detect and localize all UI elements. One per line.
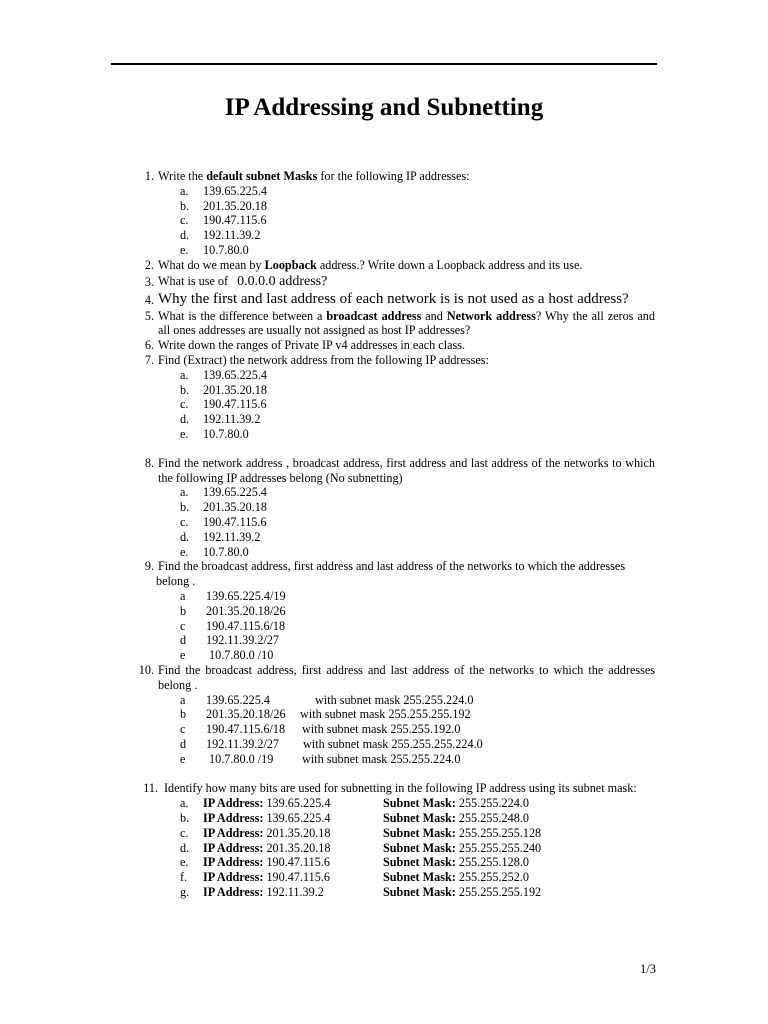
question-1 — [0, 169, 768, 184]
question-text: What do we mean by Loopback address.? Write down a Loopback address and its use. — [158, 257, 583, 272]
question-number: 8. — [144, 455, 154, 470]
list-item: e. 10.7.80.0 — [180, 242, 249, 257]
question-text: What is the difference between a broadcast address and Network address? Why the all zeros and all ones addresses are usually not assigned as host IP addresses? — [158, 308, 655, 338]
question-number: 2. — [144, 257, 154, 272]
question-number: 11. — [143, 781, 158, 796]
question-text: Find the network address , broadcast address, first address and last address of the networks to which the following IP addresses belong (No subnetting) — [158, 455, 655, 485]
question-6 — [0, 338, 768, 353]
list-item: d 192.11.39.2/27 — [180, 633, 280, 648]
list-item: e 10.7.80.0 /19 with subnet mask 255.255.224.0 — [180, 751, 461, 766]
question-number: 4. — [144, 292, 154, 307]
question-number: 7. — [144, 352, 154, 367]
list-item: d. 192.11.39.2 — [180, 529, 261, 544]
question-10 — [0, 663, 768, 693]
question-3 — [0, 273, 768, 290]
list-item: b. 201.35.20.18 — [180, 198, 267, 213]
list-item: a. IP Address: 139.65.225.4 Subnet Mask: 255.255.224.0 — [180, 796, 529, 811]
list-item: a. 139.65.225.4 — [180, 485, 267, 500]
question-text: Why the first and last address of each network is is not used as a host address? — [158, 290, 629, 307]
question-text: Find (Extract) the network address from the following IP addresses: — [158, 352, 489, 367]
question-4 — [0, 290, 768, 309]
list-item: b 201.35.20.18/26 with subnet mask 255.255.255.192 — [180, 707, 471, 722]
list-item: b. 201.35.20.18 — [180, 382, 267, 397]
question-text: Write down the ranges of Private IP v4 addresses in each class. — [158, 338, 466, 353]
question-number: 10. — [138, 662, 154, 677]
list-item: c. 190.47.115.6 — [180, 213, 267, 228]
page-number: 1/3 — [640, 962, 656, 976]
list-item: e. IP Address: 190.47.115.6 Subnet Mask: 255.255.128.0 — [180, 855, 529, 870]
list-item: e. 10.7.80.0 — [180, 426, 249, 441]
list-item: b. 201.35.20.18 — [180, 500, 267, 515]
question-11 — [0, 781, 768, 796]
question-8 — [0, 456, 768, 486]
list-item: d. 192.11.39.2 — [180, 228, 261, 243]
question-number: 3. — [144, 274, 154, 289]
list-item: c. IP Address: 201.35.20.18 Subnet Mask: 255.255.255.128 — [180, 825, 542, 840]
list-item: b. IP Address: 139.65.225.4 Subnet Mask: 255.255.248.0 — [180, 811, 529, 826]
list-item: c. 190.47.115.6 — [180, 514, 267, 529]
list-item: f. IP Address: 190.47.115.6 Subnet Mask: 255.255.252.0 — [180, 870, 529, 885]
list-item: e. 10.7.80.0 — [180, 544, 249, 559]
question-text-continued: belong . — [156, 574, 196, 589]
list-item: a 139.65.225.4 with subnet mask 255.255.224.0 — [180, 692, 474, 707]
question-9 — [0, 559, 768, 574]
question-list — [0, 169, 768, 900]
question-number: 9. — [144, 559, 154, 574]
question-text: What is use of 0.0.0.0 address? — [158, 273, 328, 289]
list-item: d. IP Address: 201.35.20.18 Subnet Mask: 255.255.255.240 — [180, 840, 542, 855]
list-item: d. 192.11.39.2 — [180, 412, 261, 427]
question-text: Identify how many bits are used for subnetting in the following IP address using its subnet mask: — [164, 781, 637, 796]
question-number: 1. — [144, 169, 154, 183]
list-item: a. 139.65.225.4 — [180, 367, 267, 382]
list-item: g. IP Address: 192.11.39.2 Subnet Mask: 255.255.255.192 — [180, 885, 542, 900]
list-item: e 10.7.80.0 /10 — [180, 648, 274, 663]
question-number: 6. — [144, 338, 154, 353]
question-7 — [0, 353, 768, 368]
question-number: 5. — [144, 308, 154, 323]
list-item: c 190.47.115.6/18 with subnet mask 255.255.192.0 — [180, 722, 461, 737]
list-item: b 201.35.20.18/26 — [180, 603, 286, 618]
question-text: Find the broadcast address, first address and last address of the networks to which the addresses belong . — [158, 662, 655, 692]
question-5 — [0, 309, 768, 339]
list-item: a 139.65.225.4/19 — [180, 588, 286, 603]
question-text: Write the default subnet Masks for the following IP addresses: — [158, 169, 470, 183]
question-2 — [0, 258, 768, 273]
list-item: a. 139.65.225.4 — [180, 183, 267, 198]
list-item: c 190.47.115.6/18 — [180, 618, 286, 633]
list-item: c. 190.47.115.6 — [180, 397, 267, 412]
list-item: d 192.11.39.2/27 with subnet mask 255.255.255.224.0 — [180, 736, 483, 751]
question-text: Find the broadcast address, first address and last address of the networks to which the addresses — [158, 559, 626, 574]
page-title: IP Addressing and Subnetting — [224, 94, 544, 121]
header-rule — [111, 63, 657, 65]
